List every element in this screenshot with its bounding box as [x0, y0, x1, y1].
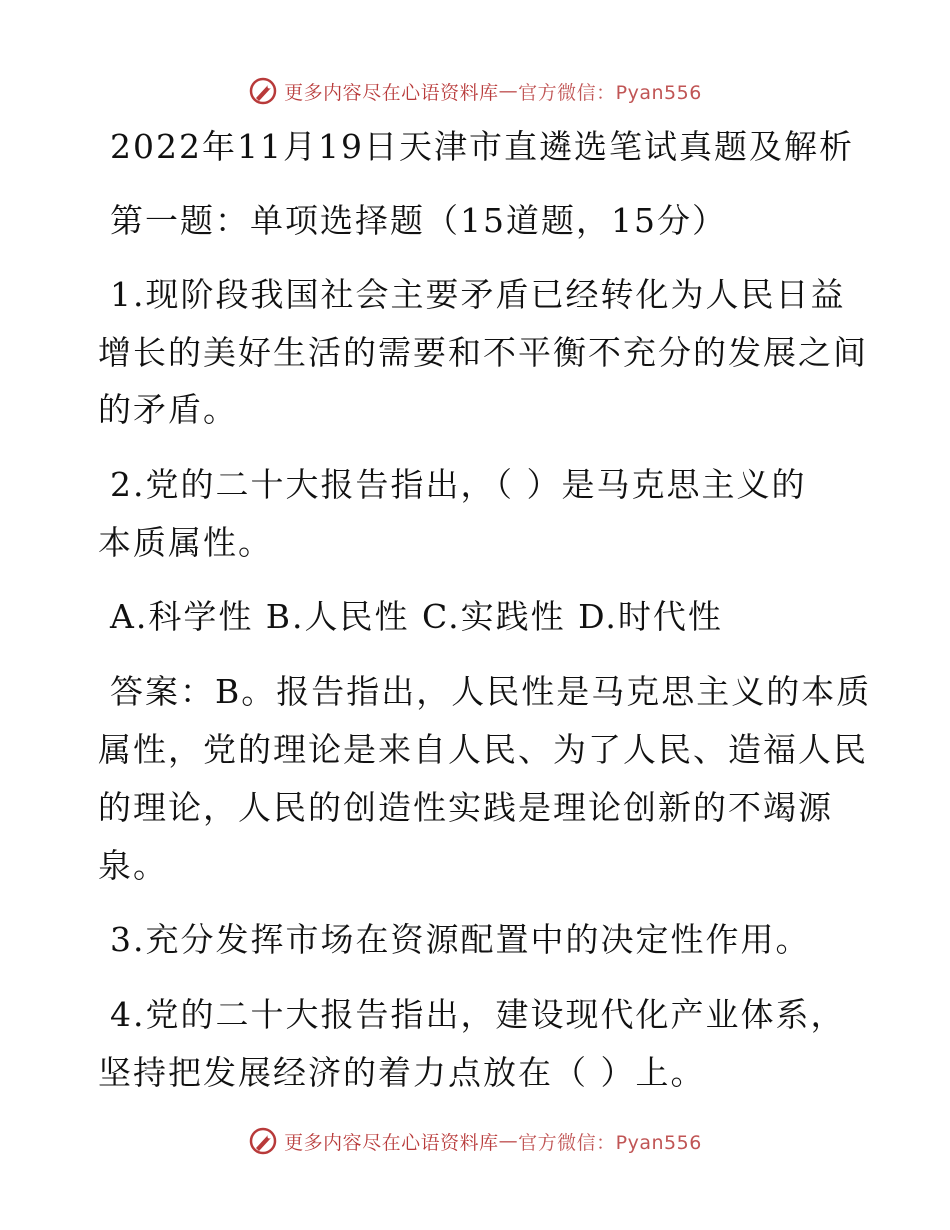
watermark-separator: — [498, 1130, 519, 1152]
watermark-brand: 更多内容尽在心语资料库 [284, 1131, 499, 1154]
section-heading: 第一题：单项选择题（15道题，15分） [110, 201, 727, 240]
question-2-options: A.科学性 B.人民性 C.实践性 D.时代性 [110, 597, 723, 636]
watermark-banner-top [0, 71, 950, 111]
answer-2-line-3: 的理论，人民的创造性实践是理论创新的不竭源 [98, 788, 833, 827]
question-1-line-1: 1.现阶段我国社会主要矛盾已经转化为人民日益 [110, 275, 846, 314]
watermark-brand: 更多内容尽在心语资料库 [284, 81, 499, 104]
watermark-banner-bottom [0, 1121, 950, 1161]
fountain-pen-logo-icon [248, 1126, 278, 1156]
question-2-line-2: 本质属性。 [98, 523, 273, 562]
question-1-line-3: 的矛盾。 [98, 390, 238, 429]
watermark-separator: — [498, 80, 519, 102]
answer-2-line-4: 泉。 [98, 846, 168, 885]
answer-2-line-1: 答案：B。报告指出，人民性是马克思主义的本质 [110, 672, 872, 711]
question-4-line-1: 4.党的二十大报告指出，建设现代化产业体系， [110, 995, 846, 1034]
document-title: 2022年11月19日天津市直遴选笔试真题及解析 [110, 127, 854, 166]
watermark-contact: 官方微信：Pyan556 [518, 1131, 702, 1154]
question-2-line-1: 2.党的二十大报告指出，（ ）是马克思主义的 [110, 465, 807, 504]
fountain-pen-logo-icon [248, 76, 278, 106]
question-4-line-2: 坚持把发展经济的着力点放在（ ）上。 [98, 1053, 706, 1092]
answer-2-line-2: 属性，党的理论是来自人民、为了人民、造福人民 [98, 730, 868, 769]
watermark-contact: 官方微信：Pyan556 [518, 81, 702, 104]
question-1-line-2: 增长的美好生活的需要和不平衡不充分的发展之间 [98, 333, 868, 372]
question-3: 3.充分发挥市场在资源配置中的决定性作用。 [110, 920, 811, 959]
